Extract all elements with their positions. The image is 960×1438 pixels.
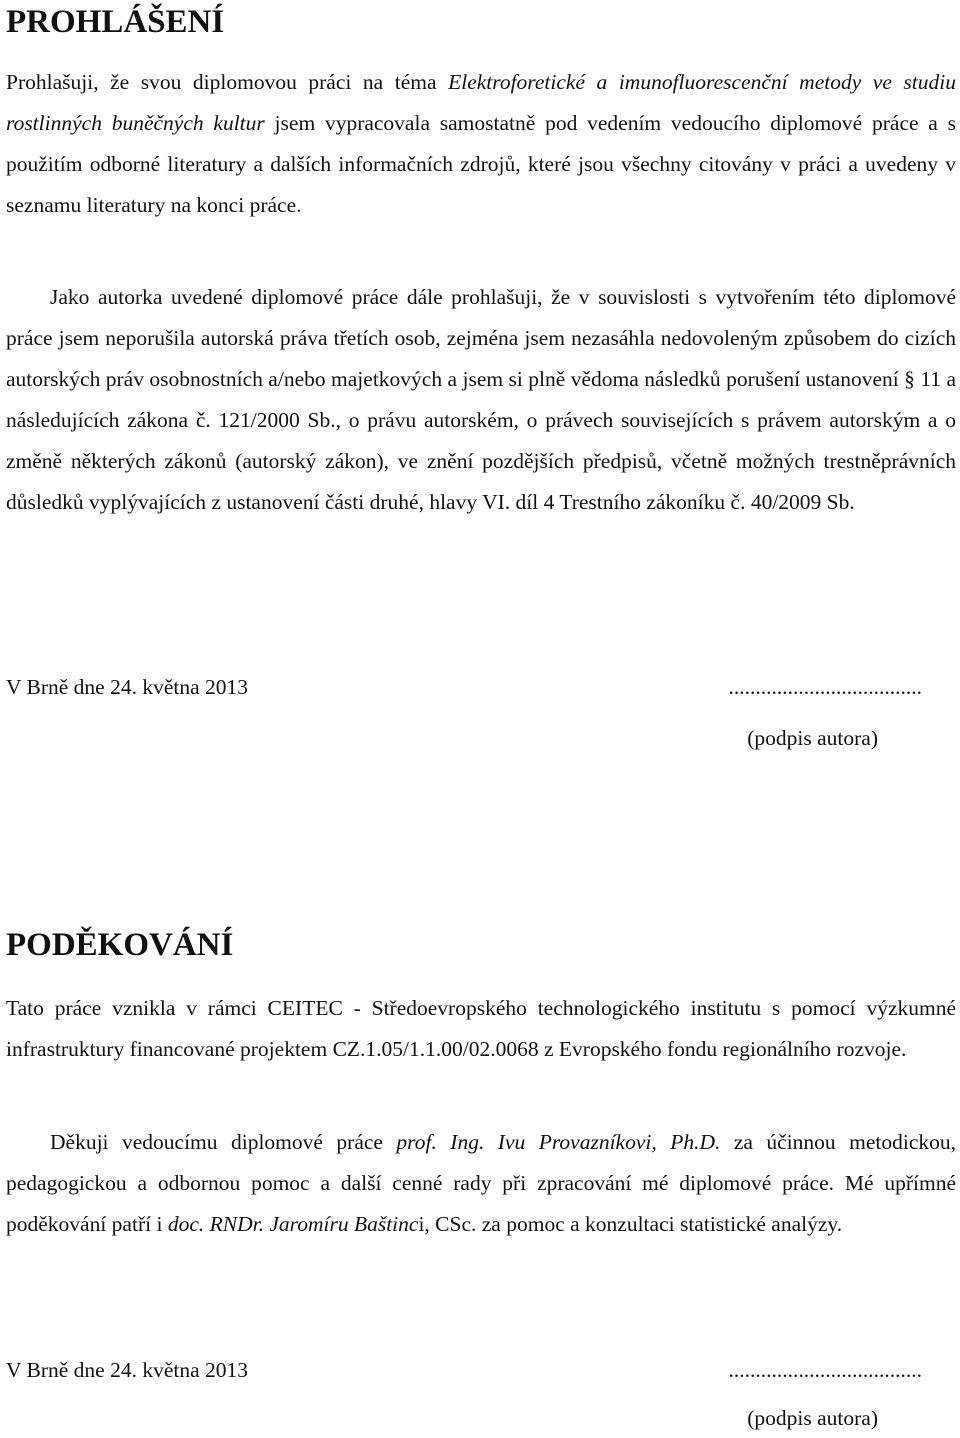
declaration-signature-caption: (podpis autora) — [747, 726, 878, 750]
declaration-heading: PROHLÁŠENÍ — [6, 4, 225, 40]
consultant-name: doc. RNDr. Jaromíru Baštinc — [167, 1212, 419, 1236]
acknowledgement-p2-mid: za účinnou metodickou, pedagogickou a odbornou pomoc a další cenné rady při zpracování mé diplomové práce. Mé upřímné poděkování patří i — [6, 1130, 957, 1236]
declaration-paragraph-2 — [6, 277, 956, 523]
declaration-p2-text: Jako autorka uvedené diplomové práce dále prohlašuji, že v souvislosti s vytvořením této diplomové práce jsem neporušila autorská práva třetích osob, zejména jsem nezasáhla nedovoleným způsobem do cizích autorských práv osobnostních a/nebo majetkových a jsem si plně vědoma následků porušení ustanovení § 11 a následujících zákona č. 121/2000 Sb., o právu autorském, o právech souvisejících s právem autorským a o změně některých zákonů (autorský zákon), ve znění pozdějších předpisů, včetně možných trestněprávních důsledků vyplývajících z ustanovení části druhé, hlavy VI. díl 4 Trestního zákoníku č. 40/2009 Sb. — [6, 285, 956, 514]
acknowledgement-p2-pre: Děkuji vedoucímu diplomové práce — [50, 1130, 397, 1154]
declaration-paragraph-1 — [6, 62, 956, 226]
acknowledgement-p2-post: za pomoc a konzultaci statistické analýzy. — [476, 1212, 843, 1236]
consultant-suffix: i, CSc. — [418, 1212, 477, 1236]
acknowledgement-heading: PODĚKOVÁNÍ — [6, 927, 234, 963]
supervisor-name: prof. Ing. Ivu Provazníkovi, Ph.D. — [396, 1130, 721, 1154]
declaration-p1-post: jsem vypracovala samostatně pod vedením vedoucího diplomové práce a s použitím odborné literatury a dalších informačních zdrojů, které jsou všechny citovány v práci a uvedeny v seznamu literatury na konci práce. — [6, 111, 956, 217]
declaration-signature-date: V Brně dne 24. května 2013 — [6, 675, 249, 699]
thesis-title: Elektroforetické a imunofluorescenční metody ve studiu rostlinných buněčných kultur — [6, 70, 956, 135]
acknowledgement-paragraph-2 — [6, 1122, 956, 1245]
acknowledgement-paragraph-1: Tato práce vznikla v rámci CEITEC - Středoevropského technologického institutu s pomocí výzkumné infrastruktury financované projektem CZ.1.05/1.1.00/02.0068 z Evropského fondu regionálního rozvoje. — [6, 996, 956, 1061]
declaration-p1-pre: Prohlašuji, že svou diplomovou práci na téma — [6, 70, 449, 94]
acknowledgement-signature-caption: (podpis autora) — [747, 1406, 878, 1430]
acknowledgement-signature-date: V Brně dne 24. května 2013 — [6, 1358, 249, 1382]
acknowledgement-signature-line: .................................... — [728, 1358, 922, 1382]
declaration-signature-line: .................................... — [728, 675, 922, 699]
